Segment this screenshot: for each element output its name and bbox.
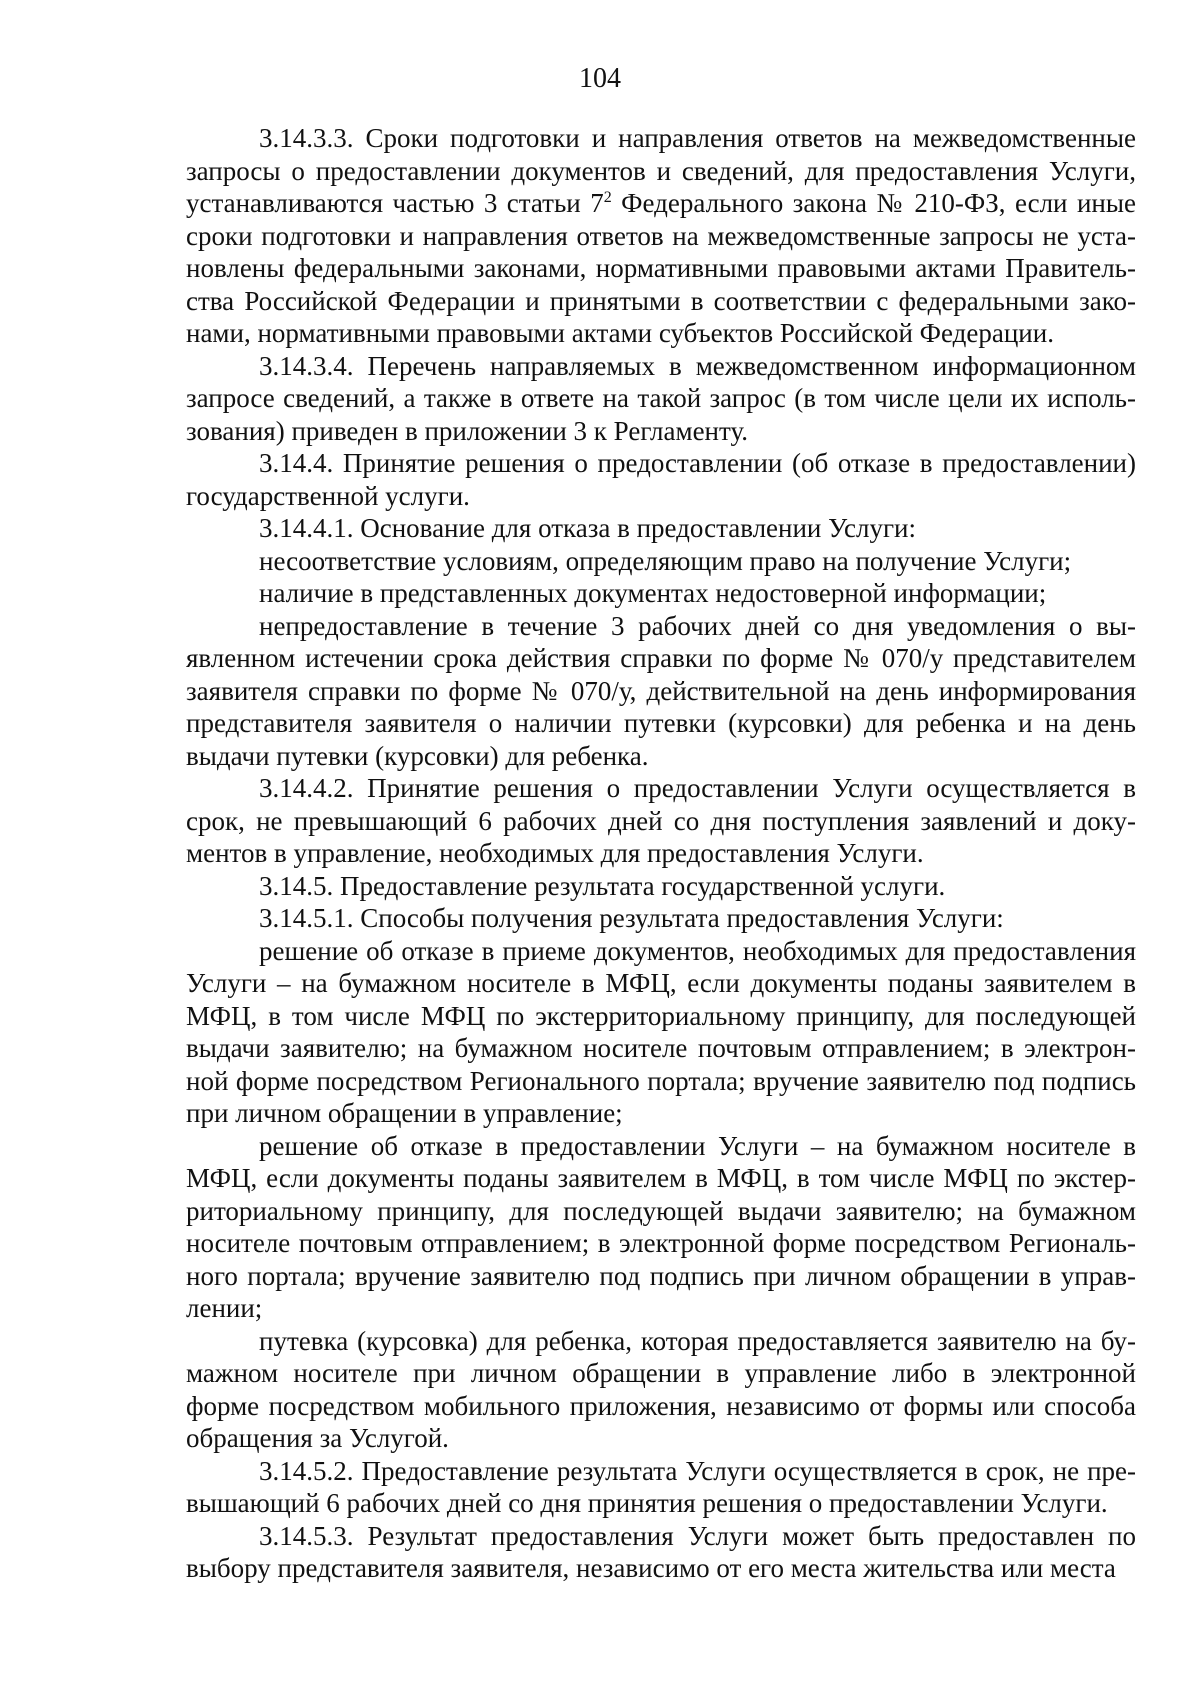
paragraph <box>186 1130 1136 1325</box>
paragraph-text: 3.14.5. Предоставление результата государственной услуги. <box>259 870 946 901</box>
paragraph-text: решение об отказе в предоставлении Услуги – на бумажном носителе в МФЦ, если документы поданы заявителем в МФЦ, в том числе МФЦ по экстерриториальному принципу, для последующей выдачи заявителю; на бумажном носителе почтовым отправлением; в электронной форме посредством Регионального портала; вручение заявителю под подпись при личном обращении в управлении; <box>186 1130 1136 1323</box>
paragraph <box>186 1325 1136 1455</box>
paragraph <box>186 902 1136 935</box>
paragraph <box>186 1520 1136 1585</box>
paragraph-text: непредоставление в течение 3 рабочих дней со дня уведомления о выявленном истечении срока действия справки по форме № 070/у представителем заявителя справки по форме № 070/у, действительной на день информирования представителя заявителя о наличии путевки (курсовки) для ребенка и на день выдачи путевки (курсовки) для ребенка. <box>186 610 1136 771</box>
paragraph <box>186 577 1136 610</box>
paragraph-text: 3.14.5.2. Предоставление результата Услуги осуществляется в срок, не превышающий 6 рабочих дней со дня принятия решения о предоставлении Услуги. <box>186 1455 1136 1518</box>
paragraph-text: 3.14.4.2. Принятие решения о предоставлении Услуги осуществляется в срок, не превышающий 6 рабочих дней со дня поступления заявлений и документов в управление, необходимых для предоставления Услуги. <box>186 773 1136 868</box>
paragraph <box>186 935 1136 1130</box>
paragraph-text: решение об отказе в приеме документов, необходимых для предоставления Услуги – на бумажном носителе в МФЦ, если документы поданы заявителем в МФЦ, в том числе МФЦ по экстерриториальному принципу, для последующей выдачи заявителю; на бумажном носителе почтовым отправлением; в электронной форме посредством Регионального портала; вручение заявителю под подпись при личном обращении в управление; <box>186 935 1136 1128</box>
page-number: 104 <box>579 63 621 94</box>
paragraph-text: 3.14.5.3. Результат предоставления Услуги может быть предоставлен по выбору представителя заявителя, независимо от его места жительства или места <box>186 1520 1136 1583</box>
paragraph-text: 3.14.3.4. Перечень направляемых в межведомственном информационном запросе сведений, а также в ответе на такой запрос (в том числе цели их использования) приведен в приложении 3 к Регламенту. <box>186 350 1136 446</box>
paragraph <box>186 512 1136 545</box>
paragraph <box>186 1455 1136 1520</box>
paragraph-text: 3.14.4. Принятие решения о предоставлении (об отказе в предоставлении) государственной услуги. <box>186 448 1136 511</box>
paragraph <box>186 870 1136 903</box>
paragraph <box>186 610 1136 773</box>
paragraph <box>186 772 1136 870</box>
paragraph-text: Федерального закона № 210-ФЗ, если иные сроки подготовки и направления ответов на межведомственные запросы не установлены федеральными законами, нормативными правовыми актами Правительства Российской Федерации и принятыми в соответствии с федеральными законами, нормативными правовыми актами субъектов Российской Федерации. <box>186 188 1136 348</box>
paragraph <box>186 350 1136 448</box>
paragraph-text: наличие в представленных документах недостоверной информации; <box>259 578 1047 608</box>
paragraph <box>186 122 1136 350</box>
document-body <box>186 122 1136 1585</box>
paragraph-text: несоответствие условиям, определяющим право на получение Услуги; <box>259 545 1072 576</box>
paragraph <box>186 545 1136 578</box>
paragraph-text: 3.14.3.3. Сроки подготовки и направления ответов на межведомственные запросы о предоставлении документов и сведений, для предоставления Услуги, устанавливаются частью 3 статьи 7 <box>186 123 1136 218</box>
paragraph-text: путевка (курсовка) для ребенка, которая предоставляется заявителю на бумажном носителе при личном обращении в управление либо в электронной форме посредством мобильного приложения, независимо от формы или способа обращения за Услугой. <box>186 1325 1136 1453</box>
paragraph-text: 3.14.4.1. Основание для отказа в предоставлении Услуги: <box>259 513 916 543</box>
superscript: 2 <box>603 189 612 206</box>
paragraph-text: 3.14.5.1. Способы получения результата предоставления Услуги: <box>259 903 1004 933</box>
paragraph <box>186 447 1136 512</box>
